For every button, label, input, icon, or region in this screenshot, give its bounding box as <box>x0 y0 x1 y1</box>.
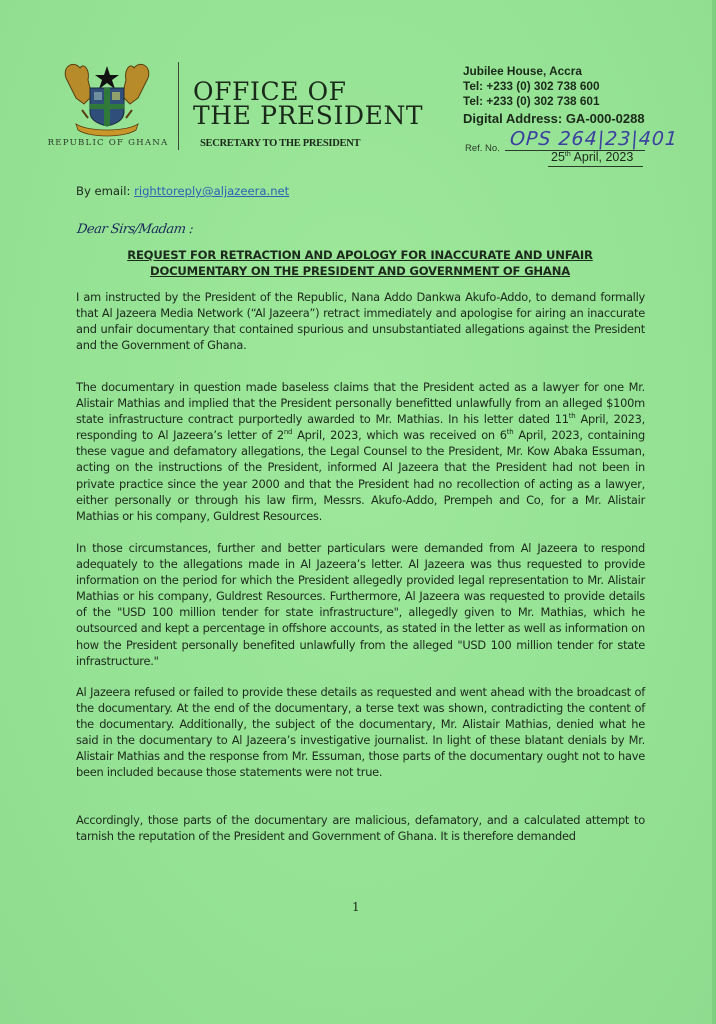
letter-subject <box>76 247 644 279</box>
address-block <box>463 64 645 126</box>
subject-line1: REQUEST FOR RETRACTION AND APOLOGY FOR INACCURATE AND UNFAIR <box>127 248 593 262</box>
subject-line2: DOCUMENTARY ON THE PRESIDENT AND GOVERNMENT OF GHANA <box>150 264 570 278</box>
letter-date <box>551 150 633 164</box>
paragraph-2-text: April, 2023, responding to Al Jazeera’s letter of 2 <box>76 412 645 443</box>
office-title <box>193 77 424 130</box>
digital-address: Digital Address: GA-000-0288 <box>463 111 645 126</box>
telephone-1: Tel: +233 (0) 302 738 600 <box>463 79 600 93</box>
date-month-year: April, 2023 <box>570 150 634 164</box>
ordinal-suffix: nd <box>283 428 293 437</box>
page-edge <box>712 0 716 1024</box>
date-suffix: th <box>564 150 571 158</box>
reference-number: OPS 264|23|401 <box>509 128 679 150</box>
recipient-line <box>76 184 289 198</box>
page-number: 1 <box>352 900 360 914</box>
recipient-email-link[interactable]: righttoreply@aljazeera.net <box>134 184 290 198</box>
office-title-line2: THE PRESIDENT <box>193 101 424 130</box>
by-email-label: By email: <box>76 184 135 198</box>
handwritten-salutation: Dear Sirs/Madam : <box>75 222 195 237</box>
telephone-2: Tel: +233 (0) 302 738 601 <box>463 94 600 108</box>
date-day: 25 <box>551 150 565 164</box>
paragraph-2-text: April, 2023, which was received on 6 <box>292 428 507 443</box>
header-divider <box>178 62 179 150</box>
ordinal-suffix: th <box>506 428 514 437</box>
paragraph-3: In those circumstances, further and better particulars were demanded from Al Jazeera to respond adequately to the allegations made in Al Jazeera’s letter. Al Jazeera was thus requested to provide information on the period for which the President allegedly provided legal representation to Mr. Alistair Mathias or his company, Guldrest Resources. Furthermore, Al Jazeera was requested to provide details of the "USD 100 million tender for state infrastructure", allegedly given to Mr. Mathias, which he outsourced and kept a percentage in offshore accounts, as stated in the letter as well as information on how the President personally benefited unlawfully from the alleged "USD 100 million tender for state infrastructure." <box>76 541 645 668</box>
date-underline <box>548 166 643 167</box>
office-subtitle: SECRETARY TO THE PRESIDENT <box>200 138 361 149</box>
paragraph-2 <box>76 379 645 524</box>
office-title-line1: OFFICE OF <box>193 77 347 106</box>
ordinal-suffix: th <box>568 412 576 421</box>
paragraph-4: Al Jazeera refused or failed to provide these details as requested and went ahead with the broadcast of the documentary. At the end of the documentary, a terse text was shown, contradicting the content of the documentary. Additionally, the subject of the documentary, Mr. Alistair Mathias, denied what he said in the documentary to Al Jazeera’s investigative journalist. In light of these blatant denials by Mr. Alistair Mathias and the response from Mr. Essuman, those parts of the documentary ought not to have been included because those statements were not true. <box>76 685 645 780</box>
paragraph-2-text: April, 2023, containing these vague and defamatory allegations, the Legal Counsel to the President, Mr. Kow Abaka Essuman, acting on the instructions of the President, informed Al Jazeera that the President had not been in private practice since the year 2000 and that the President had no recollection of acting as a lawyer, either personally or through his law firm, Messrs. Akufo-Addo, Prempeh and Co, for a Mr. Alistair Mathias or his company, Guldrest Resources. <box>76 428 645 523</box>
reference-label: Ref. No. <box>465 143 500 154</box>
paragraph-2-text: The documentary in question made baseless claims that the President acted as a lawyer for one Mr. Alistair Mathias and implied that the President personally benefitted unlawfully from an alleged $100m state infrastructure contract purportedly awarded to Mr. Mathias. In his letter dated 11 <box>76 380 645 427</box>
paragraph-1: I am instructed by the President of the Republic, Nana Addo Dankwa Akufo-Addo, to demand formally that Al Jazeera Media Network (“Al Jazeera”) retract immediately and apologise for airing an inaccurate and unfair documentary that contained spurious and unsubstantiated allegations against the President and the Government of Ghana. <box>76 290 645 353</box>
paragraph-5: Accordingly, those parts of the documentary are malicious, defamatory, and a calculated attempt to tarnish the reputation of the President and Government of Ghana. It is therefore demanded <box>76 813 645 844</box>
ghana-coat-of-arms-icon <box>58 58 156 138</box>
address-line: Jubilee House, Accra <box>463 64 582 78</box>
crest-caption: REPUBLIC OF GHANA <box>47 138 169 148</box>
